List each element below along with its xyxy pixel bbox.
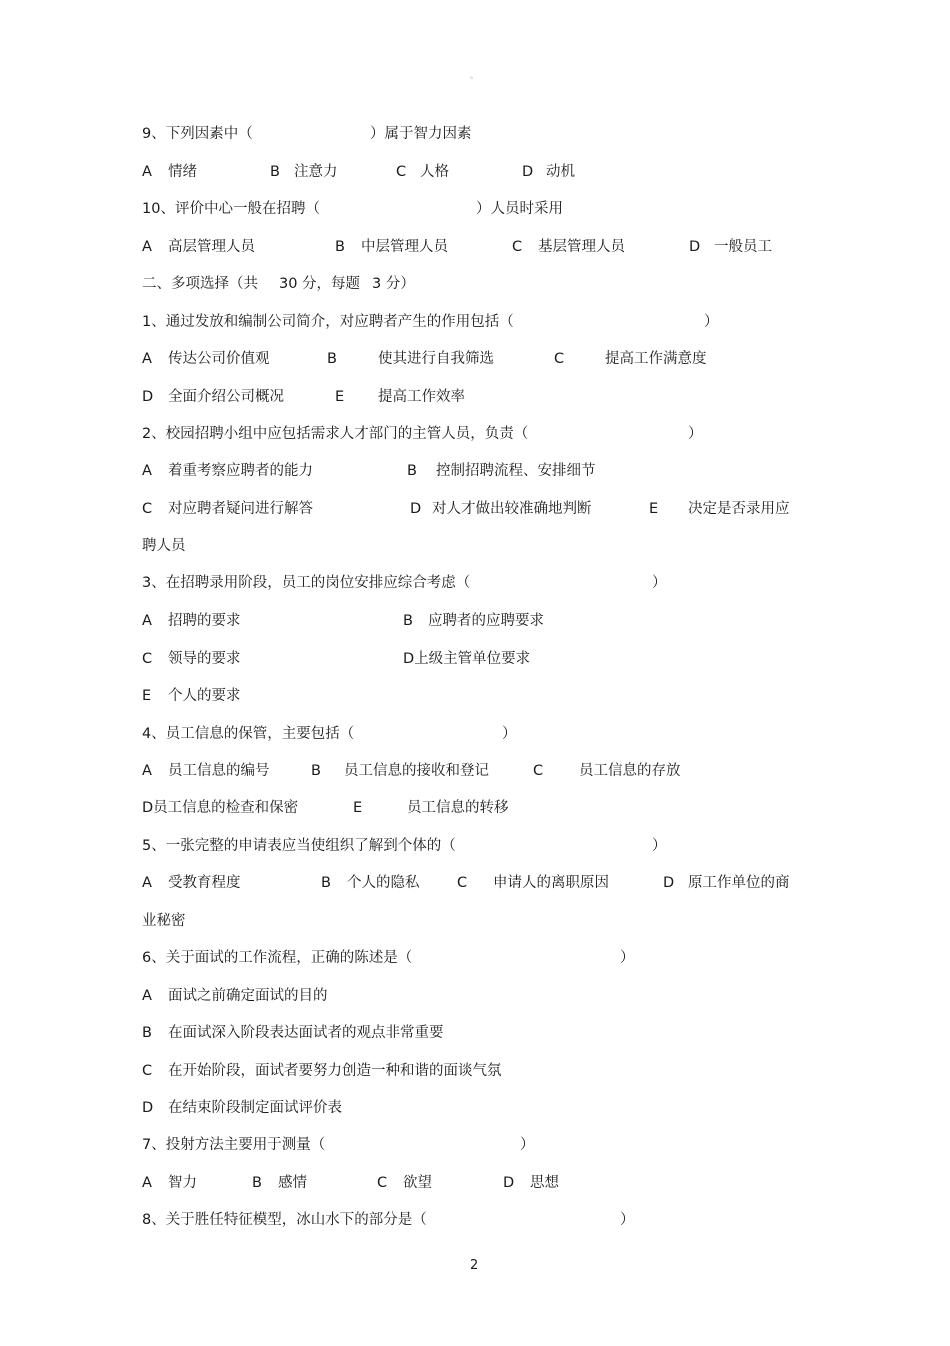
option-letter: D xyxy=(142,389,154,405)
question-text-end: ）人员时采用 xyxy=(476,201,563,217)
option-letter: E xyxy=(142,688,152,704)
option-text: 智力 xyxy=(168,1175,197,1191)
option-text: 着重考察应聘者的能力 xyxy=(168,463,313,479)
question-text: 4、员工信息的保管，主要包括（ xyxy=(142,726,355,742)
option-text: 提高工作效率 xyxy=(378,389,465,405)
question-text: 9、下列因素中（ xyxy=(142,126,253,142)
question-text-end: ） xyxy=(620,1212,635,1228)
option-text: 应聘者的应聘要求 xyxy=(428,613,544,629)
option-letter: E xyxy=(353,800,363,816)
option-text: 基层管理人员 xyxy=(538,239,625,255)
option-letter: C xyxy=(377,1175,388,1191)
option-letter: A xyxy=(142,1175,152,1191)
question-text: 1、通过发放和编制公司简介，对应聘者产生的作用包括（ xyxy=(142,314,514,330)
option-text: 传达公司价值观 xyxy=(168,351,270,367)
question-text-end: ） xyxy=(704,314,719,330)
option-letter: D xyxy=(663,875,675,891)
question-text-end: ）属于智力因素 xyxy=(370,126,472,142)
option-text: 使其进行自我筛选 xyxy=(378,351,494,367)
option-letter: A xyxy=(142,988,152,1004)
option-text: 情绪 xyxy=(168,164,197,180)
option-text: 申请人的离职原因 xyxy=(493,875,609,891)
option-text: 员工信息的转移 xyxy=(407,800,509,816)
question-text: 5、一张完整的申请表应当使组织了解到个体的（ xyxy=(142,838,456,854)
option-text: 人格 xyxy=(420,164,449,180)
option-letter: B xyxy=(321,875,331,891)
option-letter: A xyxy=(142,613,152,629)
option-letter: C xyxy=(396,164,407,180)
option-text: D员工信息的检查和保密 xyxy=(142,800,299,816)
option-letter: B xyxy=(327,351,337,367)
option-text: 面试之前确定面试的目的 xyxy=(168,988,328,1004)
option-letter: C xyxy=(554,351,565,367)
option-text: 在结束阶段制定面试评价表 xyxy=(168,1100,342,1116)
option-letter: D xyxy=(689,239,701,255)
option-text: 控制招聘流程、安排细节 xyxy=(436,463,596,479)
question-text-end: ） xyxy=(502,726,517,742)
question-text: 8、关于胜任特征模型，冰山水下的部分是（ xyxy=(142,1212,427,1228)
option-text: 对应聘者疑问进行解答 xyxy=(168,501,313,517)
option-letter: B xyxy=(311,763,321,779)
option-text: 招聘的要求 xyxy=(168,613,241,629)
option-letter: A xyxy=(142,763,152,779)
question-text: 3、在招聘录用阶段，员工的岗位安排应综合考虑（ xyxy=(142,575,471,591)
option-letter: B xyxy=(270,164,280,180)
option-text: 员工信息的编号 xyxy=(168,763,270,779)
question-text: 2、校园招聘小组中应包括需求人才部门的主管人员，负责（ xyxy=(142,426,529,442)
option-text: 个人的隐私 xyxy=(347,875,420,891)
question-text: 7、投射方法主要用于测量（ xyxy=(142,1137,326,1153)
question-text-end: ） xyxy=(520,1137,535,1153)
option-text: 思想 xyxy=(530,1175,559,1191)
option-text: 在开始阶段，面试者要努力创造一种和谐的面谈气氛 xyxy=(168,1063,502,1079)
option-letter: B xyxy=(335,239,345,255)
option-letter: B xyxy=(407,463,417,479)
option-text: 决定是否录用应 xyxy=(688,501,790,517)
option-text: D上级主管单位要求 xyxy=(403,651,531,667)
question-text-end: ） xyxy=(688,426,703,442)
question-text-end: ） xyxy=(620,950,635,966)
option-text: 全面介绍公司概况 xyxy=(168,389,284,405)
option-text-continued: 业秘密 xyxy=(142,913,186,929)
option-letter: A xyxy=(142,239,152,255)
option-letter: C xyxy=(142,501,153,517)
question-text: 10、评价中心一般在招聘（ xyxy=(142,201,320,217)
option-text: 中层管理人员 xyxy=(361,239,448,255)
option-letter: D xyxy=(142,1100,154,1116)
option-text: 受教育程度 xyxy=(168,875,241,891)
option-letter: E xyxy=(335,389,345,405)
option-letter: A xyxy=(142,164,152,180)
option-letter: B xyxy=(403,613,413,629)
option-text: 动机 xyxy=(546,164,575,180)
option-text: 提高工作满意度 xyxy=(605,351,707,367)
option-text: 一般员工 xyxy=(714,239,772,255)
option-letter: A xyxy=(142,463,152,479)
option-text: 感情 xyxy=(278,1175,307,1191)
option-text: 原工作单位的商 xyxy=(688,875,790,891)
question-text: 6、关于面试的工作流程，正确的陈述是（ xyxy=(142,950,413,966)
option-letter: A xyxy=(142,351,152,367)
question-text-end: ） xyxy=(652,838,667,854)
option-text: 员工信息的存放 xyxy=(579,763,681,779)
question-text-end: ） xyxy=(652,575,667,591)
option-letter: C xyxy=(142,651,153,667)
option-letter: B xyxy=(142,1025,152,1041)
option-letter: E xyxy=(649,501,659,517)
option-text: 个人的要求 xyxy=(168,688,241,704)
option-text: 高层管理人员 xyxy=(168,239,255,255)
header-mark: 。 xyxy=(470,71,478,80)
section-title: 二、多项选择（共 xyxy=(142,276,258,292)
option-letter: C xyxy=(533,763,544,779)
option-letter: D xyxy=(503,1175,515,1191)
option-text-continued: 聘人员 xyxy=(142,538,186,554)
section-score-each: 3 分） xyxy=(372,276,415,292)
page-number: 2 xyxy=(470,1258,479,1273)
option-letter: C xyxy=(142,1063,153,1079)
option-letter: B xyxy=(252,1175,262,1191)
option-text: 领导的要求 xyxy=(168,651,241,667)
option-text: 注意力 xyxy=(294,164,338,180)
option-text: 欲望 xyxy=(403,1175,432,1191)
option-text: 对人才做出较准确地判断 xyxy=(432,501,592,517)
option-letter: A xyxy=(142,875,152,891)
option-letter: C xyxy=(457,875,468,891)
option-text: 在面试深入阶段表达面试者的观点非常重要 xyxy=(168,1025,444,1041)
option-letter: C xyxy=(512,239,523,255)
option-letter: D xyxy=(410,501,422,517)
option-text: 员工信息的接收和登记 xyxy=(344,763,489,779)
option-letter: D xyxy=(522,164,534,180)
section-score: 30 分，每题 xyxy=(279,276,361,292)
